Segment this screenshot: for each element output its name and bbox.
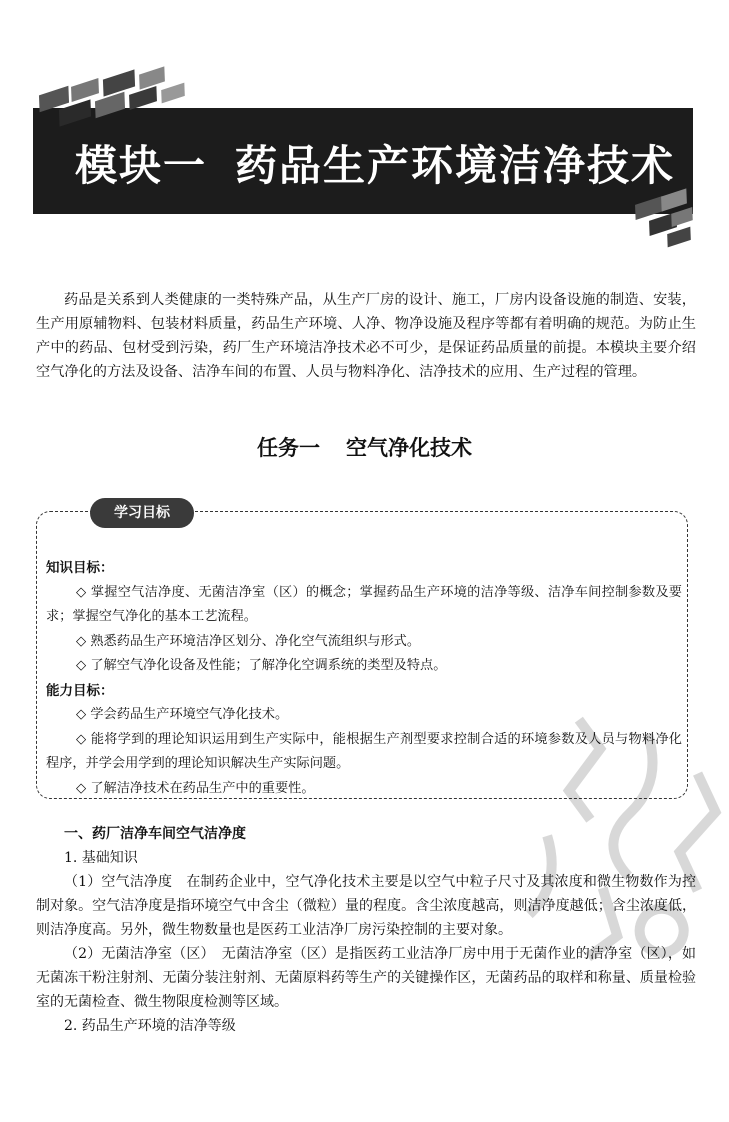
body-paragraph: （1）空气洁净度 在制药企业中，空气净化技术主要是以空气中粒子尺寸及其浓度和微生物数作为控制对象。空气洁净度是指环境空气中含尘（微粒）量的程度。含尘浓度越高，则洁净度越低；含尘浓度低，则洁净度高。另外，微生物数量也是医药工业洁净厂房污染控制的主要对象。 <box>36 874 696 938</box>
knowledge-goal-item: ◇ 了解空气净化设备及性能；了解净化空调系统的类型及特点。 <box>76 658 447 673</box>
ability-goals-heading: 能力目标： <box>46 682 114 699</box>
task-title <box>0 432 729 462</box>
ability-goal-item: ◇ 能将学到的理论知识运用到生产实际中，能根据生产剂型要求控制合适的环境参数及人员与物料净化程序，并学会用学到的理论知识解决生产实际问题。 <box>46 731 682 771</box>
section-body <box>36 822 696 1038</box>
learning-goals-tag: 学习目标 <box>90 498 194 528</box>
module-number: 模块一 <box>75 141 208 190</box>
module-name: 药品生产环境洁净技术 <box>235 141 676 190</box>
intro-paragraph: 药品是关系到人类健康的一类特殊产品，从生产厂房的设计、施工，厂房内设备设施的制造、安装，生产用原辅物料、包装材料质量，药品生产环境、人净、物净设施及程序等都有着明确的规范。为防止生产中的药品、包材受到污染，药厂生产环境洁净技术必不可少，是保证药品质量的前提。本模块主要介绍空气净化的方法及设备、洁净车间的布置、人员与物料净化、洁净技术的应用、生产过程的管理。 <box>36 292 696 380</box>
learning-goals-content <box>46 556 682 801</box>
subsection-heading: 1. 基础知识 <box>64 850 138 866</box>
ability-goal-item: ◇ 学会药品生产环境空气净化技术。 <box>76 707 289 722</box>
knowledge-goal-item: ◇ 熟悉药品生产环境洁净区划分、净化空气流组织与形式。 <box>76 633 421 649</box>
section-heading: 一、药厂洁净车间空气洁净度 <box>64 826 246 842</box>
ability-goal-item: ◇ 了解洁净技术在药品生产中的重要性。 <box>76 780 315 796</box>
task-number: 任务一 <box>257 436 320 460</box>
knowledge-goal-item: ◇ 掌握空气洁净度、无菌洁净室（区）的概念；掌握药品生产环境的洁净等级、洁净车间控制参数及要求；掌握空气净化的基本工艺流程。 <box>46 584 682 624</box>
subsection-heading: 2. 药品生产环境的洁净等级 <box>64 1018 236 1034</box>
module-title <box>75 133 675 193</box>
body-paragraph: （2）无菌洁净室（区） 无菌洁净室（区）是指医药工业洁净厂房中用于无菌作业的洁净室（区），如无菌冻干粉注射剂、无菌分装注射剂、无菌原料药等生产的关键操作区，无菌药品的取样和称量、质量检验室的无菌检查、微生物限度检测等区域。 <box>36 946 696 1010</box>
task-name: 空气净化技术 <box>346 436 472 460</box>
knowledge-goals-heading: 知识目标： <box>46 560 114 576</box>
